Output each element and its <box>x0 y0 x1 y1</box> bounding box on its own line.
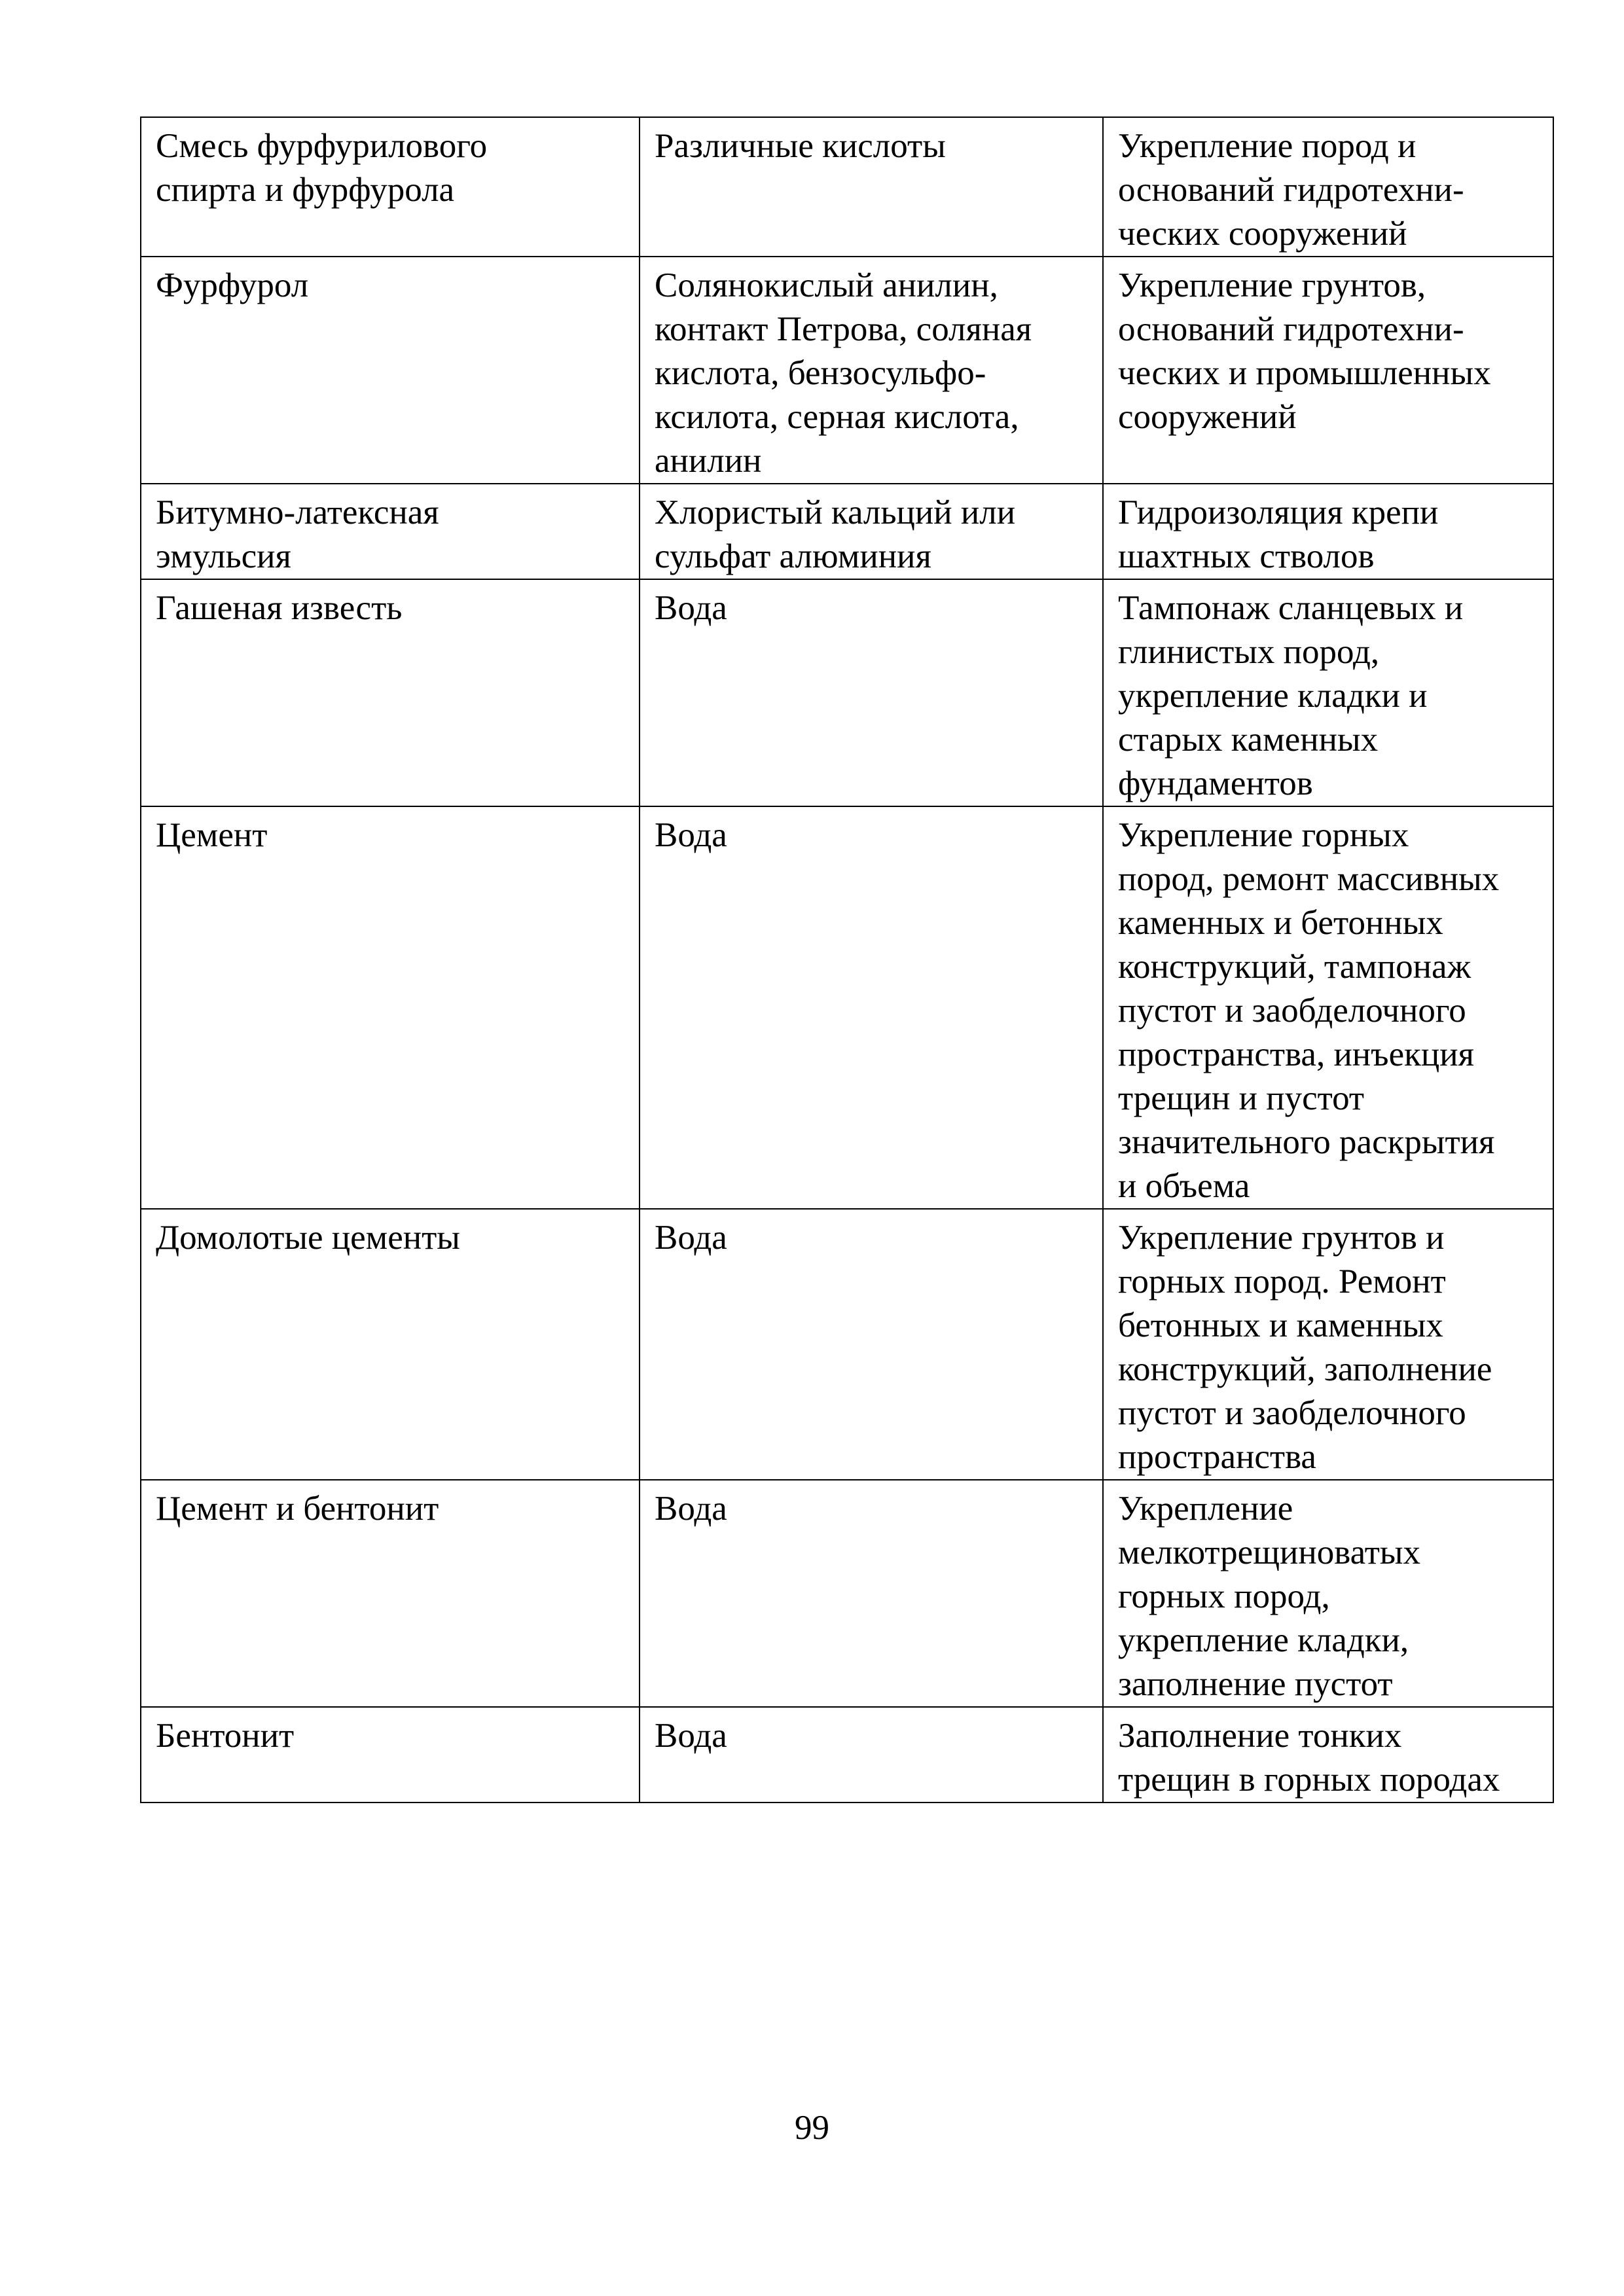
application-cell: Укрепление пород и оснований гидротехни- ческих сооружений <box>1103 117 1553 257</box>
table-row <box>141 117 1553 257</box>
hardener-cell: Вода <box>640 1480 1103 1707</box>
hardener-cell: Хлористый кальций или сульфат алюминия <box>640 484 1103 579</box>
application-cell: Тампонаж сланцевых и глинистых пород, укрепление кладки и старых каменных фундаментов <box>1103 579 1553 806</box>
application-cell: Заполнение тонких трещин в горных породах <box>1103 1707 1553 1803</box>
hardener-cell: Различные кислоты <box>640 117 1103 257</box>
hardener-cell: Вода <box>640 1209 1103 1480</box>
table-row <box>141 1707 1553 1803</box>
application-cell: Укрепление горных пород, ремонт массивных каменных и бетонных конструкций, тампонаж пустот и заобделочного пространства, инъекция трещин и пустот значительного раскрытия и объема <box>1103 806 1553 1209</box>
application-cell: Укрепление мелкотрещиноватых горных пород, укрепление кладки, заполнение пустот <box>1103 1480 1553 1707</box>
table-row <box>141 806 1553 1209</box>
material-cell: Цемент <box>141 806 640 1209</box>
material-cell: Смесь фурфурилового спирта и фурфурола <box>141 117 640 257</box>
hardener-cell: Солянокислый анилин, контакт Петрова, соляная кислота, бензосульфо- ксилота, серная кислота, анилин <box>640 257 1103 484</box>
table-row <box>141 257 1553 484</box>
application-cell: Укрепление грунтов, оснований гидротехни- ческих и промышленных сооружений <box>1103 257 1553 484</box>
table-row <box>141 484 1553 579</box>
material-cell: Цемент и бентонит <box>141 1480 640 1707</box>
material-cell: Фурфурол <box>141 257 640 484</box>
application-cell: Укрепление грунтов и горных пород. Ремонт бетонных и каменных конструкций, заполнение пустот и заобделочного пространства <box>1103 1209 1553 1480</box>
page-number: 99 <box>795 2109 829 2147</box>
table-row <box>141 1209 1553 1480</box>
material-cell: Бентонит <box>141 1707 640 1803</box>
application-cell: Гидроизоляция крепи шахтных стволов <box>1103 484 1553 579</box>
hardener-cell: Вода <box>640 579 1103 806</box>
hardener-cell: Вода <box>640 806 1103 1209</box>
material-cell: Домолотые цементы <box>141 1209 640 1480</box>
table-row <box>141 579 1553 806</box>
material-cell: Битумно-латексная эмульсия <box>141 484 640 579</box>
materials-table <box>140 117 1554 1803</box>
material-cell: Гашеная известь <box>141 579 640 806</box>
hardener-cell: Вода <box>640 1707 1103 1803</box>
table-row <box>141 1480 1553 1707</box>
